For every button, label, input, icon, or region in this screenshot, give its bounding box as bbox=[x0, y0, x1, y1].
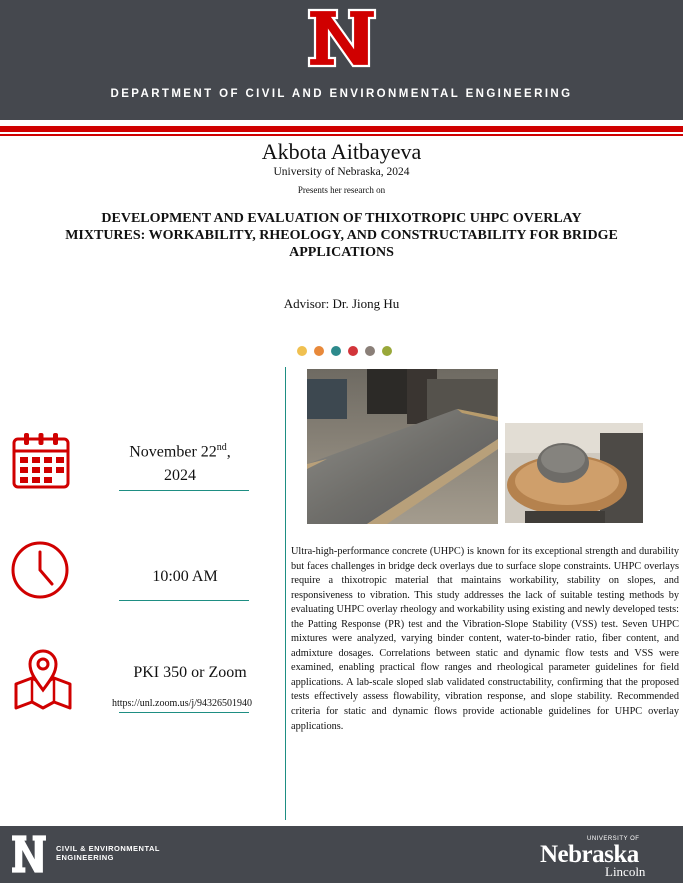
talk-title: DEVELOPMENT AND EVALUATION OF THIXOTROPIC UHPC OVERLAY MIXTURES: WORKABILITY, RHEOLOGY, AND CONSTRUCTABILITY FOR BRIDGE APPLICATIONS bbox=[65, 211, 618, 260]
clock-icon bbox=[10, 540, 70, 600]
date-comma: , bbox=[226, 443, 231, 461]
time-underline bbox=[119, 600, 249, 601]
speaker-affiliation: University of Nebraska, 2024 bbox=[273, 166, 410, 178]
decorative-dots bbox=[297, 346, 392, 356]
date-underline bbox=[119, 490, 249, 491]
speaker-name: Akbota Aitbayeva bbox=[261, 139, 422, 164]
footer-lincoln: Lincoln bbox=[605, 864, 646, 879]
overlay-construction-photo bbox=[307, 369, 498, 524]
decor-dot bbox=[382, 346, 392, 356]
decor-dot bbox=[314, 346, 324, 356]
advisor-line: Advisor: Dr. Jiong Hu bbox=[283, 296, 400, 311]
footer-university-of: UNIVERSITY OF bbox=[587, 836, 640, 842]
footer-unit-name bbox=[56, 844, 160, 862]
map-location-icon bbox=[14, 648, 72, 710]
decor-dot bbox=[297, 346, 307, 356]
red-divider-line bbox=[0, 134, 683, 136]
footer-unit-line1: CIVIL & ENVIRONMENTAL bbox=[56, 844, 160, 853]
location-underline bbox=[119, 712, 249, 713]
footer-unit-line2: ENGINEERING bbox=[56, 853, 115, 862]
decor-dot bbox=[331, 346, 341, 356]
department-name: DEPARTMENT OF CIVIL AND ENVIRONMENTAL ENGINEERING bbox=[110, 88, 573, 100]
date-year: 2024 bbox=[164, 467, 196, 485]
event-time: 10:00 AM bbox=[152, 568, 218, 585]
red-divider-band bbox=[0, 126, 683, 132]
column-divider bbox=[285, 367, 286, 820]
event-date bbox=[110, 436, 250, 488]
decor-dot bbox=[365, 346, 375, 356]
decor-dot bbox=[348, 346, 358, 356]
calendar-icon bbox=[12, 431, 70, 489]
footer-nebraska-wordmark: Nebraska bbox=[540, 841, 639, 868]
date-suffix: nd bbox=[216, 442, 227, 453]
event-location: PKI 350 or Zoom bbox=[133, 664, 247, 681]
date-month-day: November 22 bbox=[129, 443, 217, 461]
footer-nebraska-n-icon bbox=[11, 834, 47, 874]
abstract-text: Ultra-high-performance concrete (UHPC) is known for its exceptional strength and durability but faces challenges in bridge deck overlays due to surface slope constraints. UHPC overlays require a thixotropic material that maintains workability, stability on slopes, and responsiveness to vibration. This study addresses the lack of suitable testing methods by evaluating UHPC overlay rheology and workability using existing and newly developed tests: the Patting Response (PR) test and the Vibration-Slope Stability (VSS) test. Seven UHPC mixtures were analyzed, varying binder content, water-to-binder ratio, fiber content, and admixture dosages. Correlations between static and dynamic flow tests and VSS were examined, enabling practical flow ranges and rheological parameter guidelines for field applications. A lab-scale sloped slab validated constructability, confirming that the proposed tests effectively assess flowability, vibration response, and slope stability. Recommended criteria for static and dynamic flows provide actionable guidelines for UHPC overlay applications. bbox=[291, 546, 679, 732]
nebraska-n-logo-icon bbox=[307, 8, 377, 68]
zoom-link[interactable]: https://unl.zoom.us/j/94326501940 bbox=[111, 698, 252, 709]
lab-sample-photo bbox=[505, 423, 643, 523]
presents-line: Presents her research on bbox=[297, 185, 386, 195]
